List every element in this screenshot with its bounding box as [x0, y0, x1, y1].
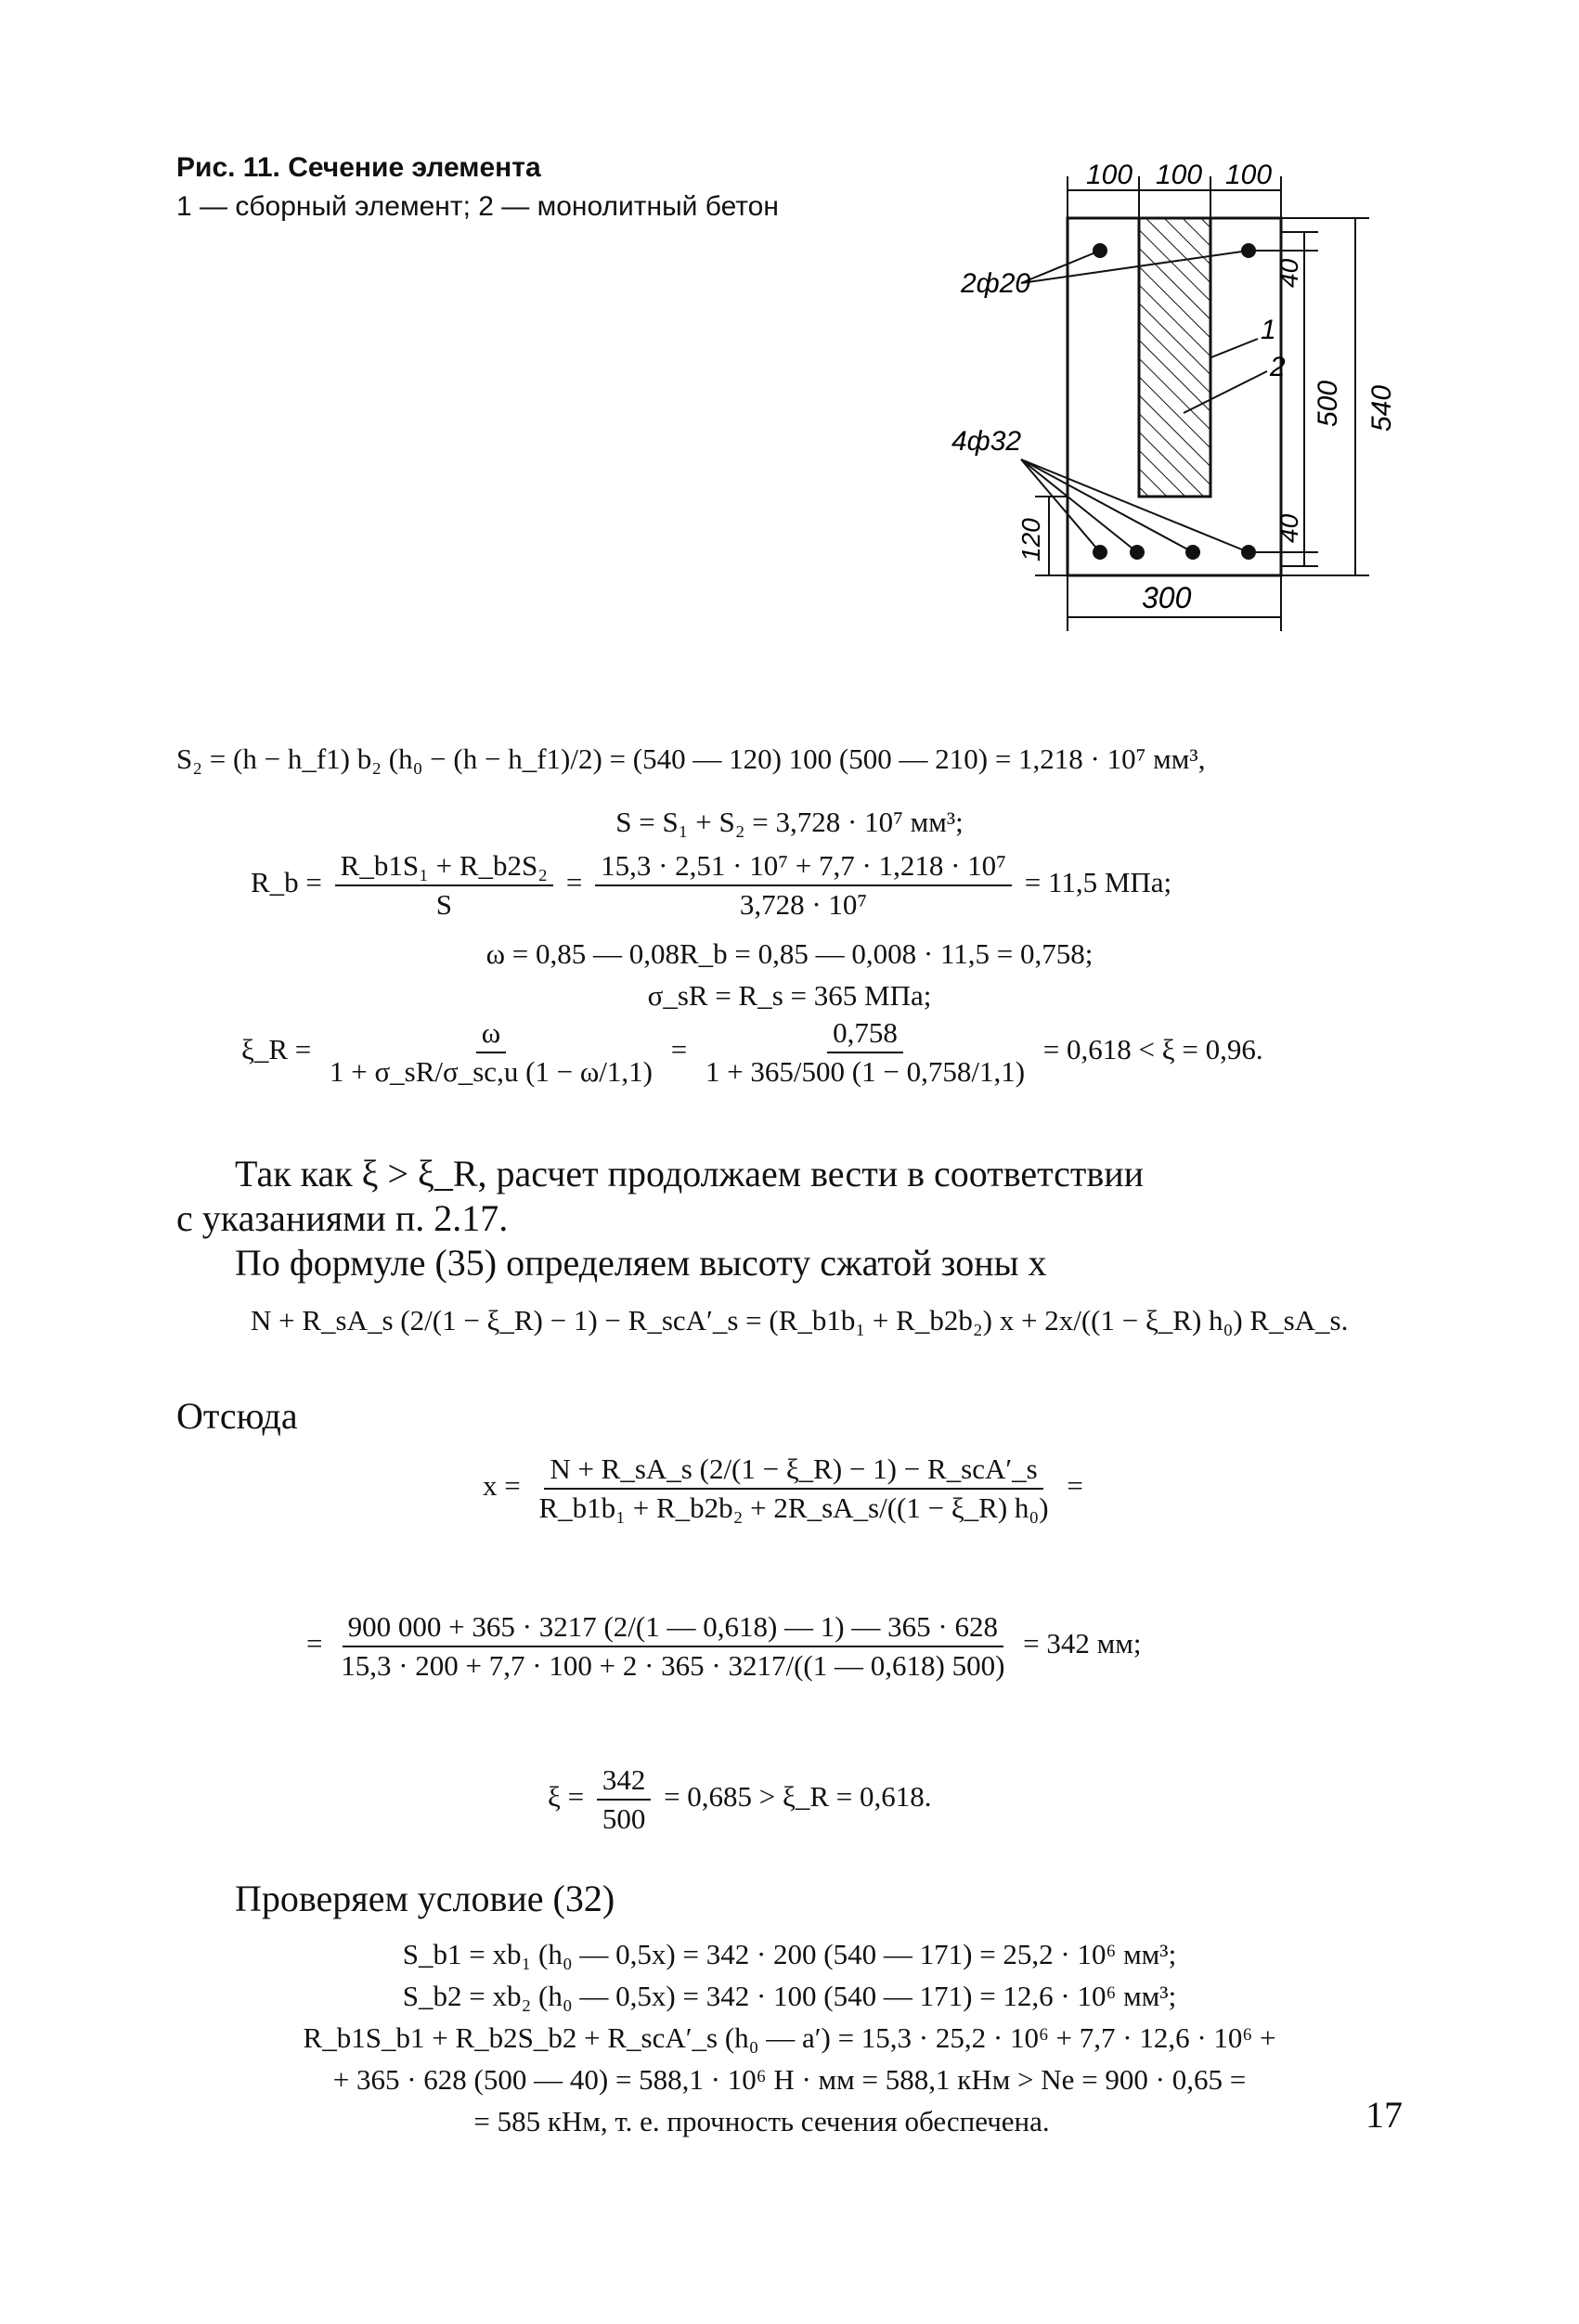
dim-top-cover: 40 — [1275, 258, 1303, 288]
page-number: 17 — [1365, 2094, 1403, 2136]
dim-bottom-cover: 40 — [1275, 513, 1303, 543]
check-heading: Проверяем условие (32) — [235, 1878, 615, 1919]
para-1-line-2: с указаниями п. 2.17. — [176, 1197, 509, 1239]
eq-check-2: + 365 · 628 (500 — 40) = 588,1 · 10⁶ Н · мм = 588,1 кНм > Ne = 900 · 0,65 = — [332, 2063, 1247, 2096]
section-figure — [947, 148, 1430, 668]
dim-top-3: 100 — [1225, 160, 1273, 190]
para-2: По формуле (35) определяем высоту сжатой зоны x — [235, 1242, 1047, 1284]
eq-s2: S₂ = (h − h_f1) b₂ (h₀ − (h − h_f1)/2) = (540 — 120) 100 (500 — 210) = 1,218 · 10⁷ мм³, — [176, 742, 1206, 775]
eq-x-frac-val: $\frac{900 000 + 365 \cdot 3217 (2/(1 — 0,618) — 1) — 365 \cdot 628}{15,3 \cdot 200 + 7,7 \cdot 100 + 2 \cdot 365 \cdot 3217/((1 — 0,618) 500)}$ — [341, 1610, 1005, 1682]
caption-title: Рис. 11. Сечение элемента — [176, 152, 541, 183]
eq-omega: ω = 0,85 — 0,08R_b = 0,85 — 0,008 · 11,5 = 0,758; — [485, 937, 1094, 970]
eq-s-total: S = S₁ + S₂ = 3,728 · 10⁷ мм³; — [615, 806, 964, 838]
eq-sigma-sr: σ_sR = R_s = 365 МПа; — [647, 979, 932, 1012]
eq-rb-left: R_b = — [251, 866, 322, 899]
caption-legend: 1 — сборный элемент; 2 — монолитный бетон — [176, 191, 779, 222]
callout-2: 2 — [1270, 352, 1286, 382]
eq-xi: ξ = $\frac{342}{500}$ = 0,685 > ξ_R = 0,618. — [548, 1763, 932, 1835]
dim-top-2: 100 — [1156, 160, 1203, 190]
eq-sb2: S_b2 = xb₂ (h₀ — 0,5x) = 342 · 100 (540 — 171) = 12,6 · 10⁶ мм³; — [402, 1980, 1177, 2012]
dim-outer: 540 — [1366, 384, 1397, 432]
eq-xi-frac: $\frac{342}{500}$ — [597, 1763, 652, 1836]
eq-xi-r-frac-sym: $\frac{\omega}{1 + \sigma\_sR/\sigma\_sc,u (1 - \omega/1,1)}$ — [329, 1016, 653, 1088]
para-1-line-1: Так как ξ > ξ_R, расчет продолжаем вести в соответствии — [235, 1153, 1145, 1194]
callout-1: 1 — [1261, 315, 1276, 345]
dim-inner: 500 — [1313, 380, 1343, 427]
dim-top-1: 100 — [1086, 160, 1133, 190]
eq-rb-frac-val: $\frac{\text{15,3 · 2,51 · 10⁷ + 7,7 · 1,218 · 10⁷}}{\text{3,728 · 10⁷}}$ — [595, 849, 1012, 922]
eq-check-3: = 585 кНм, т. е. прочность сечения обеспечена. — [473, 2105, 1050, 2137]
monolithic-concrete — [1139, 218, 1210, 497]
eq-x-val: = $\frac{900 000 + 365 \cdot 3217 (2/(1 — 0,618) — 1) — 365 \cdot 628}{15,3 \cdot 200 + 7,7 \cdot 100 + 2 \cdot 365 \cdot 3217/((1 — 0,618) 500)}$ = 342 мм; — [306, 1610, 1142, 1682]
dim-bottom: 300 — [1142, 581, 1192, 614]
eq-sb1: S_b1 = xb₁ (h₀ — 0,5x) = 342 · 200 (540 — 171) = 25,2 · 10⁶ мм³; — [402, 1938, 1177, 1970]
eq-xi-r-frac-val: $\frac{0,758}{1 + 365/500 (1 - 0,758/1,1)}$ — [705, 1016, 1026, 1088]
eq-35: N + R_sA_s (2/(1 − ξ_R) − 1) − R_scA′_s = (R_b1b₁ + R_b2b₂) x + 2x/((1 − ξ_R) h₀) R_sA_s. — [251, 1304, 1349, 1336]
eq-rb-frac-sym: $\frac{\text{R\_b1S₁ + R\_b2S₂}}{S}$ — [335, 849, 553, 922]
dim-left: 120 — [1016, 518, 1045, 562]
eq-x-sym: x = $\frac{\text{N + R\_sA\_s (2/(1 − ξ\_R) − 1) − R\_scA′\_s}}{\text{R\_b1b₁ + R\_b2b₂ + 2R\_sA\_s/((1 − ξ\_R) h₀)}}$ = — [483, 1452, 1083, 1524]
label-top-bars: 2ф20 — [961, 268, 1031, 299]
eq-xi-r: ξ_R = $\frac{\omega}{1 + \sigma\_sR/\sigma\_sc,u (1 - \omega/1,1)}$ = $\frac{0,758}{1 + 365/500 (1 - 0,758/1,1)}$ = 0,618 < ξ = 0,96. — [241, 1016, 1263, 1088]
figure-caption — [176, 148, 779, 226]
eq-x-frac-sym: $\frac{\text{N + R\_sA\_s (2/(1 − ξ\_R) − 1) − R\_scA′\_s}}{\text{R\_b1b₁ + R\_b2b₂ + 2R\_sA\_s/((1 − ξ\_R) h₀)}}$ — [538, 1452, 1049, 1524]
otsyuda: Отсюда — [176, 1395, 298, 1437]
eq-check-1: R_b1S_b1 + R_b2S_b2 + R_scA′_s (h₀ — a′) = 15,3 · 25,2 · 10⁶ + 7,7 · 12,6 · 10⁶ + — [303, 2021, 1276, 2054]
eq-rb-result: = 11,5 МПа; — [1024, 866, 1172, 899]
eq-rb: R_b = $\frac{\text{R\_b1S₁ + R\_b2S₂}}{S}$ = $\frac{\text{15,3 · 2,51 · 10⁷ + 7,7 · 1,218 · 10⁷}}{\text{3,728 · 10⁷}}$ = 11,5 МПа; — [251, 849, 1172, 921]
label-bottom-bars: 4ф32 — [951, 426, 1022, 457]
